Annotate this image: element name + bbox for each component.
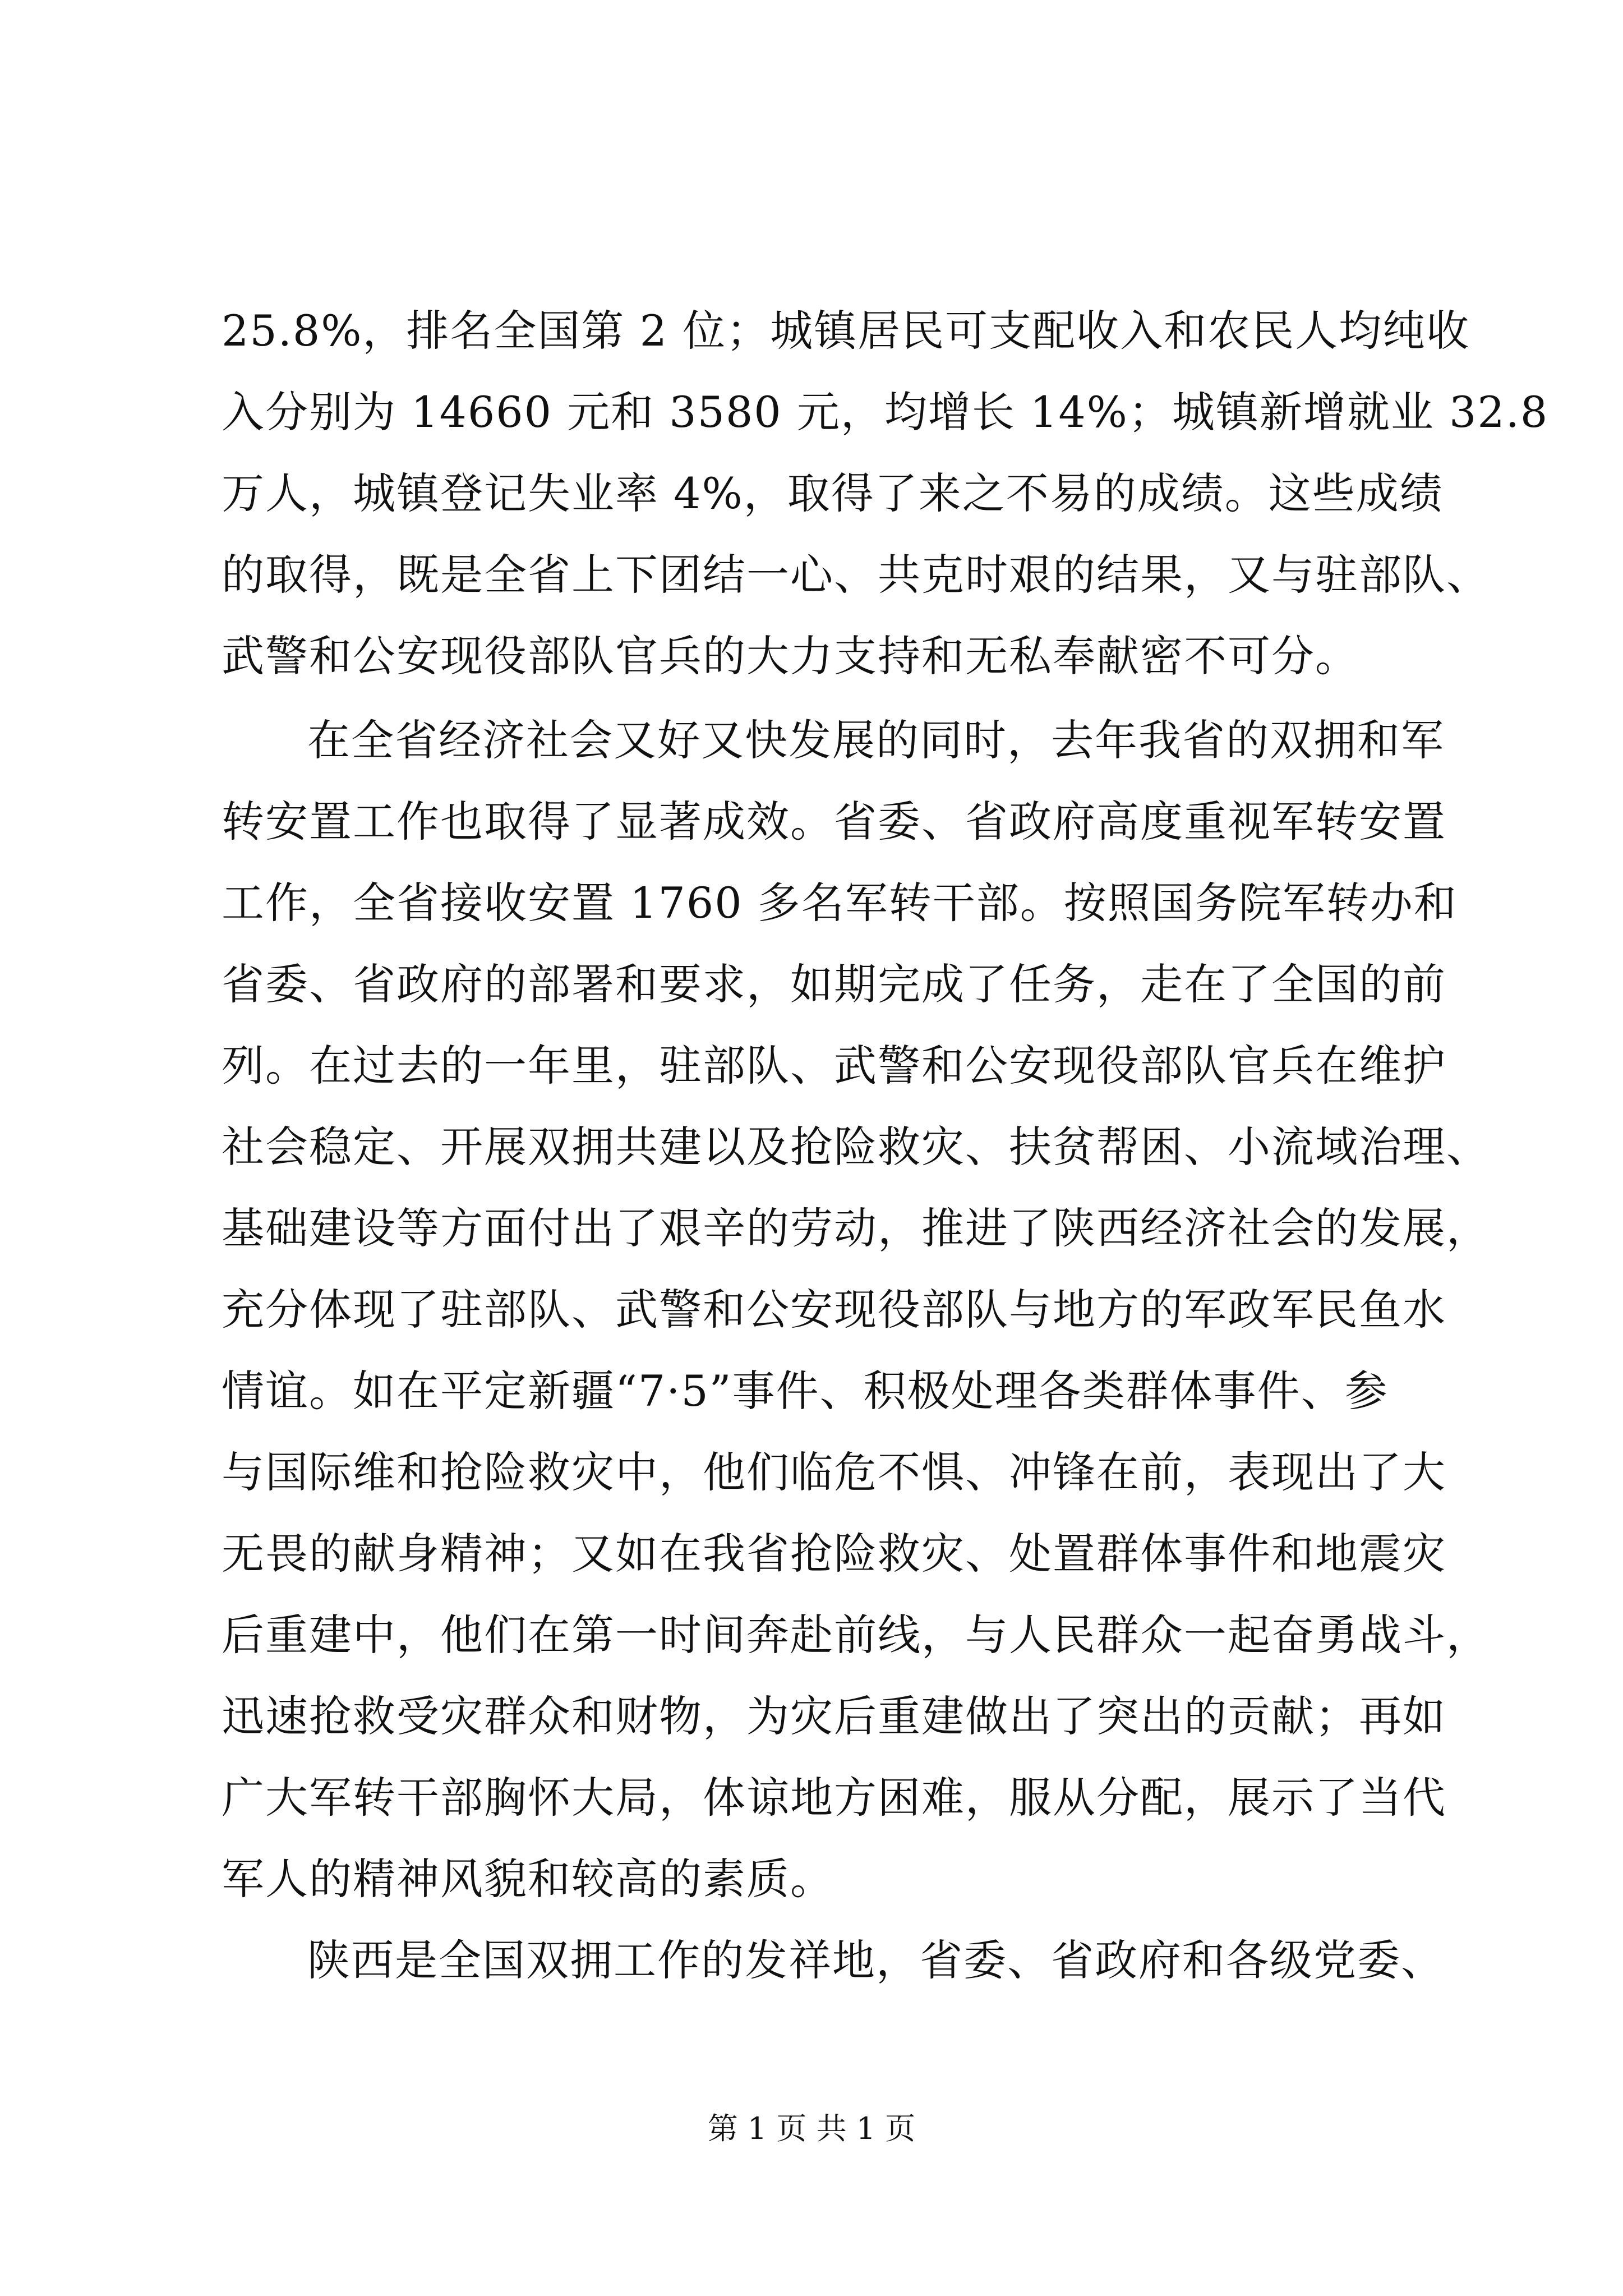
text-line: 万人，城镇登记失业率 4%，取得了来之不易的成绩。这些成绩 [222,468,1444,518]
text-line: 无畏的献身精神；又如在我省抢险救灾、处置群体事件和地震灾 [222,1529,1446,1579]
text-line: 军人的精神风貌和较高的素质。 [222,1854,834,1904]
text-line: 武警和公安现役部队官兵的大力支持和无私奉献密不可分。 [222,631,1359,681]
text-line: 充分体现了驻部队、武警和公安现役部队与地方的军政军民鱼水 [222,1285,1446,1335]
text-line: 与国际维和抢险救灾中，他们临危不惧、冲锋在前，表现出了大 [222,1447,1446,1497]
page-number-footer: 第 1 页 共 1 页 [707,2111,916,2146]
text-line: 广大军转干部胸怀大局，体谅地方困难，服从分配，展示了当代 [222,1773,1446,1823]
text-line: 陕西是全国双拥工作的发祥地，省委、省政府和各级党委、 [307,1935,1445,1985]
text-line: 省委、省政府的部署和要求，如期完成了任务，走在了全国的前 [222,959,1446,1009]
text-line: 的取得，既是全省上下团结一心、共克时艰的结果，又与驻部队、 [222,550,1490,600]
text-line: 工作，全省接收安置 1760 多名军转干部。按照国务院军转办和 [222,878,1458,928]
text-line: 在全省经济社会又好又快发展的同时，去年我省的双拥和军 [307,715,1445,765]
text-line: 后重建中，他们在第一时间奔赴前线，与人民群众一起奋勇战斗， [222,1610,1490,1660]
text-line: 转安置工作也取得了显著成效。省委、省政府高度重视军转安置 [222,797,1446,846]
text-line: 基础建设等方面付出了艰辛的劳动，推进了陕西经济社会的发展， [222,1203,1490,1253]
text-line: 迅速抢救受灾群众和财物，为灾后重建做出了突出的贡献；再如 [222,1691,1446,1741]
text-line: 情谊。如在平定新疆“7·5”事件、积极处理各类群体事件、参 [222,1366,1389,1416]
text-line: 社会稳定、开展双拥共建以及抢险救灾、扶贫帮困、小流域治理、 [222,1122,1490,1172]
text-line: 25.8%，排名全国第 2 位；城镇居民可支配收入和农民人均纯收 [222,306,1470,356]
text-line: 列。在过去的一年里，驻部队、武警和公安现役部队官兵在维护 [222,1041,1446,1091]
text-line: 入分别为 14660 元和 3580 元，均增长 14%；城镇新增就业 32.8 [222,387,1549,437]
